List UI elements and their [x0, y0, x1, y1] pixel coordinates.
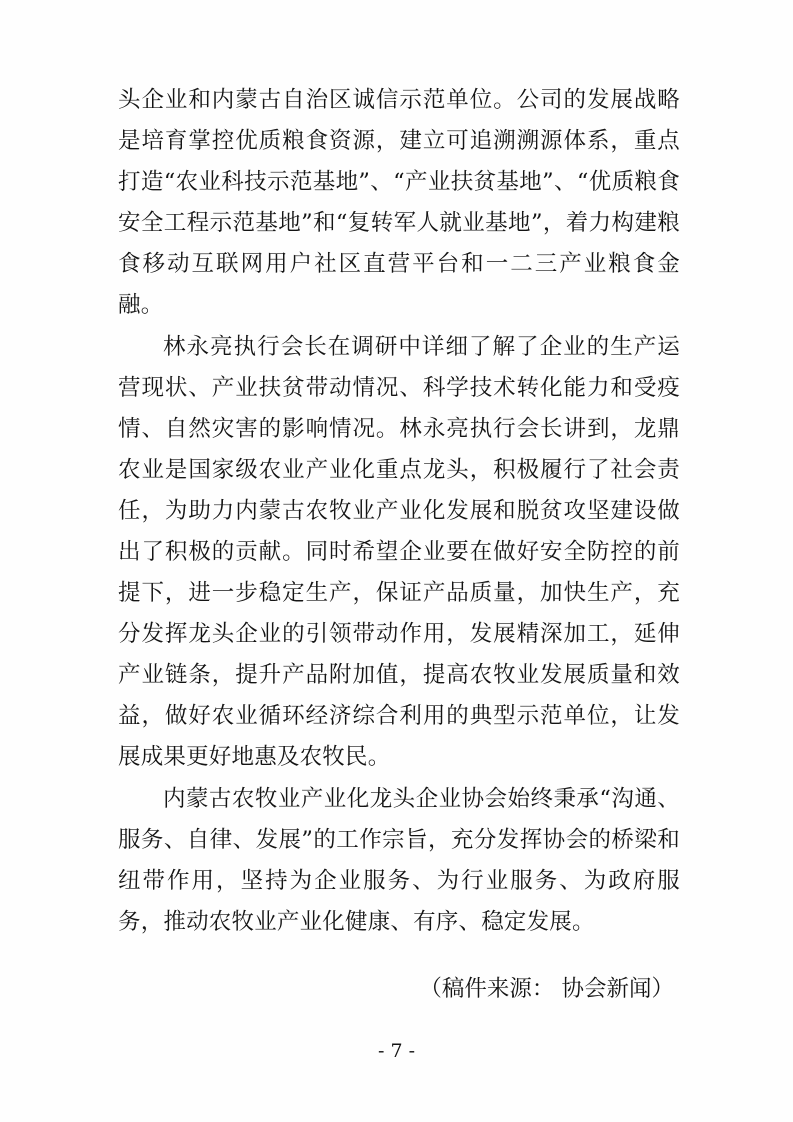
page-number: - 7 - [377, 1040, 415, 1062]
paragraph-3: 内蒙古农牧业产业化龙头企业协会始终秉承“沟通、服务、自律、发展”的工作宗旨，充分发挥协会的桥梁和纽带作用，坚持为企业服务、为行业服务、为政府服务，推动农牧业产业化健康、有序、稳定发展。 [118, 786, 680, 935]
source-attribution: （稿件来源： 协会新闻） [419, 976, 674, 1002]
paragraph-2: 林永亮执行会长在调研中详细了解了企业的生产运营现状、产业扶贫带动情况、科学技术转化能力和受疫情、自然灾害的影响情况。林永亮执行会长讲到，龙鼎农业是国家级农业产业化重点龙头，积极履行了社会责任，为助力内蒙古农牧业产业化发展和脱贫攻坚建设做出了积极的贡献。同时希望企业要在做好安全防控的前提下，进一步稳定生产，保证产品质量，加快生产，充分发挥龙头企业的引领带动作用，发展精深加工，延伸产业链条，提升产品附加值，提高农牧业发展质量和效益，做好农业循环经济综合利用的典型示范单位，让发展成果更好地惠及农牧民。 [118, 334, 680, 770]
document-body [118, 80, 680, 1010]
paragraph-1: 头企业和内蒙古自治区诚信示范单位。公司的发展战略是培育掌控优质粮食资源，建立可追溯溯源体系，重点打造“农业科技示范基地”、“产业扶贫基地”、“优质粮食安全工程示范基地”和“复转军人就业基地”，着力构建粮食移动互联网用户社区直营平台和一二三产业粮食金融。 [118, 87, 680, 318]
